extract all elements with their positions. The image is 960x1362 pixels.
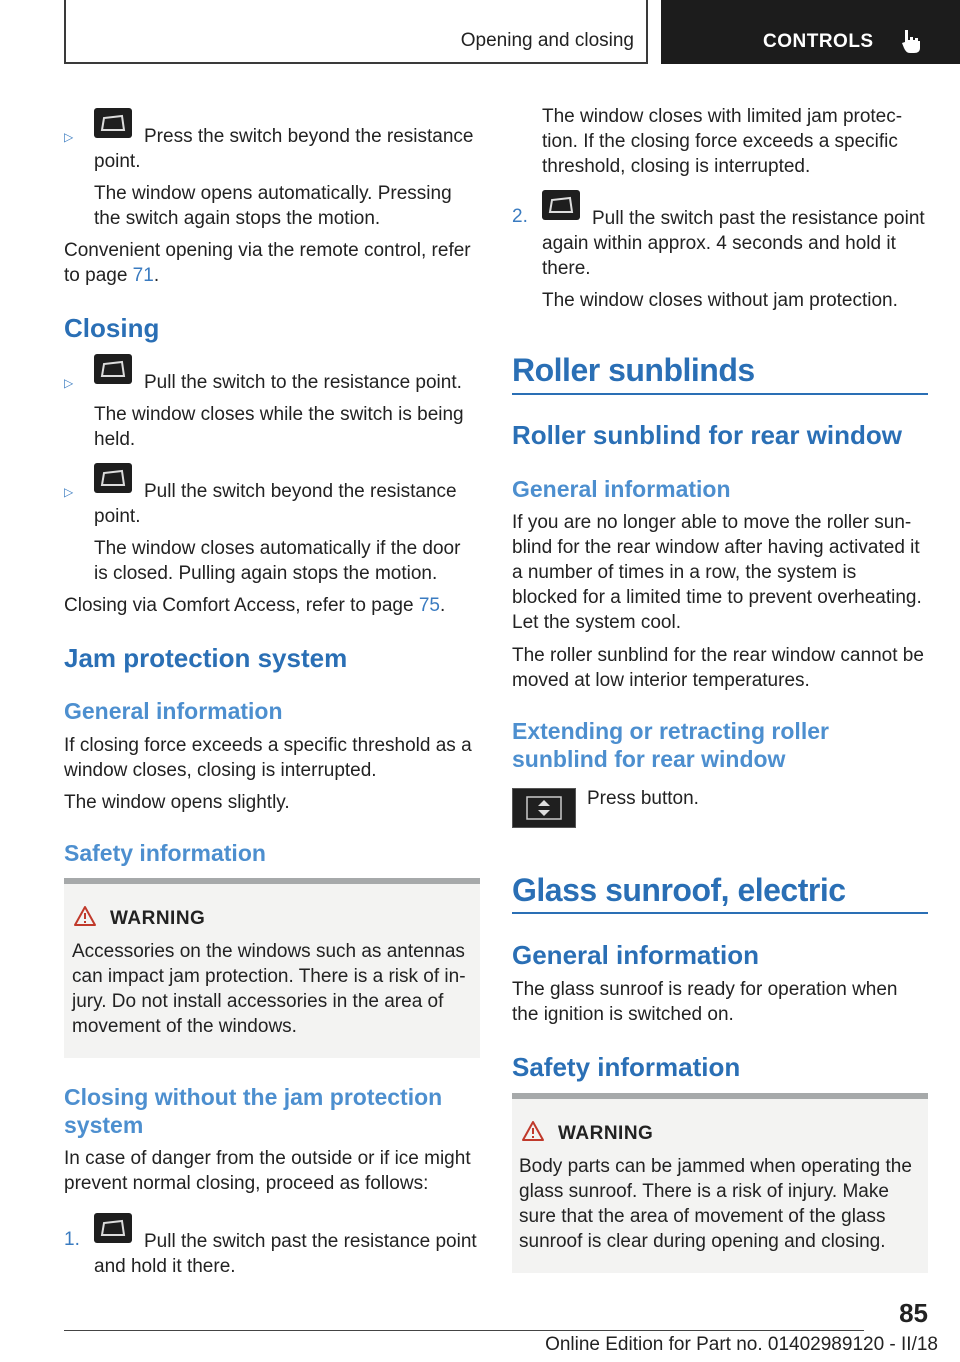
warning-text-l3: jury. Do not install accessories in the area of [72,991,444,1012]
window-switch-icon [94,354,132,384]
warning-box [512,1093,928,1273]
step-number-2: 2. [512,206,528,227]
step-2-text-cont2: there. [542,258,591,279]
limited-jam-text-l2: tion. If the closing force exceeds a specific [542,131,898,152]
jam-info-text: If closing force exceeds a specific threshold as a [64,735,472,756]
warning-text-l3: sure that the area of movement of the glass [519,1206,886,1227]
page-number: 85 [899,1298,928,1328]
roller-info2-l1: The roller sunblind for the rear window cannot be [512,645,924,666]
danger-text-cont: prevent normal closing, proceed as follows: [64,1173,429,1194]
press-button-text: Press button. [587,788,699,809]
header-frame [64,0,648,64]
window-switch-icon [542,190,580,220]
open-auto-step-cont: point. [94,151,141,172]
step-1-text-cont: and hold it there. [94,1256,236,1277]
open-auto-step: Press the switch beyond the resistance [144,126,474,147]
remote-text-prefix: to page [64,265,133,286]
warning-bar [512,1093,928,1099]
warning-label: WARNING [110,908,206,929]
roller-info-l5: Let the system cool. [512,612,681,633]
warning-text-l1: Accessories on the windows such as antennas [72,941,465,962]
warning-triangle-icon [521,1120,545,1142]
header-chapter-title: CONTROLS [763,31,874,52]
sunroof-safety-heading: Safety information [512,1052,741,1082]
window-switch-icon [94,1213,132,1243]
extend-retract-heading-cont: sunblind for rear window [512,746,786,772]
warning-text-l2: can impact jam protection. There is a risk of in- [72,966,466,987]
warning-text-l4: sunroof is clear during opening and closing. [519,1231,886,1252]
triangle-bullet-icon: ▷ [64,376,74,390]
comfort-access-text [64,593,445,618]
roller-info2-l2: moved at low interior temperatures. [512,670,810,691]
close-result-2-cont: is closed. Pulling again stops the motion. [94,563,438,584]
open-auto-result-cont: the switch again stops the motion. [94,208,381,229]
warning-box [64,878,480,1058]
roller-rear-heading: Roller sunblind for rear window [512,420,903,450]
warning-bar [64,878,480,884]
header-chapter-tab [661,0,960,64]
pointing-hand-icon [899,28,925,54]
open-auto-result: The window opens automatically. Pressing [94,183,452,204]
remote-text-end: . [153,265,160,286]
window-opens-text: The window opens slightly. [64,792,290,813]
sunroof-info-l1: The glass sunroof is ready for operation when [512,979,898,1000]
triangle-bullet-icon: ▷ [64,485,74,499]
close-result-1: The window closes while the switch is being [94,404,464,425]
page-link-71[interactable]: 71 [132,265,154,286]
step-2-result: The window closes without jam protection. [542,290,898,311]
comfort-text-prefix: Closing via Comfort Access, refer to page [64,595,419,616]
sunroof-info-l2: the ignition is switched on. [512,1004,734,1025]
roller-info-l2: blind for the rear window after having activated it [512,537,920,558]
heading-rule [512,393,928,395]
footer-edition: Online Edition for Part no. 01402989120 - II/18 [545,1334,938,1355]
close-step-1: Pull the switch to the resistance point. [144,372,462,393]
triangle-bullet-icon: ▷ [64,130,74,144]
step-2-text-cont: again within approx. 4 seconds and hold it [542,233,896,254]
jam-info-text-cont: window closes, closing is interrupted. [64,760,377,781]
remote-text-cont [64,263,159,288]
roller-sunblinds-heading: Roller sunblinds [512,352,755,388]
warning-label: WARNING [558,1123,654,1144]
extend-retract-heading: Extending or retracting roller [512,718,829,744]
limited-jam-text-l3: threshold, closing is interrupted. [542,156,811,177]
closing-without-heading-cont: system [64,1112,144,1138]
comfort-text-end: . [439,595,446,616]
close-result-2: The window closes automatically if the door [94,538,461,559]
roller-info-l3: a number of times in a row, the system is [512,562,857,583]
roller-info-l1: If you are no longer able to move the roller sun- [512,512,912,533]
close-step-2: Pull the switch beyond the resistance [144,481,457,502]
remote-text: Convenient opening via the remote control, refer [64,240,471,261]
closing-heading: Closing [64,313,160,343]
closing-without-heading: Closing without the jam protection [64,1084,443,1110]
step-2-text: Pull the switch past the resistance point [592,208,925,229]
step-1-text: Pull the switch past the resistance point [144,1231,477,1252]
close-step-2-cont: point. [94,506,141,527]
glass-sunroof-heading: Glass sunroof, electric [512,872,846,908]
roller-sunblind-button-icon [512,788,576,828]
page-link-75[interactable]: 75 [418,595,440,616]
warning-text-l4: movement of the windows. [72,1016,297,1037]
danger-text: In case of danger from the outside or if ice might [64,1148,471,1169]
step-number-1: 1. [64,1229,80,1250]
general-info-heading: General information [64,698,283,724]
safety-info-heading: Safety information [64,840,266,866]
roller-info-l4: blocked for a limited time to prevent overheating. [512,587,922,608]
warning-triangle-icon [73,905,97,927]
warning-text-l2: glass sunroof. There is a risk of injury. Make [519,1181,889,1202]
window-switch-icon [94,108,132,138]
general-info-heading: General information [512,476,731,502]
header-section-title: Opening and closing [460,30,634,51]
close-result-1-cont: held. [94,429,136,450]
limited-jam-text-l1: The window closes with limited jam protec- [542,106,903,127]
warning-text-l1: Body parts can be jammed when operating the [519,1156,912,1177]
jam-protection-heading: Jam protection system [64,643,348,673]
sunroof-general-heading: General information [512,940,760,970]
window-switch-icon [94,463,132,493]
footer-rule [64,1330,864,1331]
heading-rule [512,912,928,914]
